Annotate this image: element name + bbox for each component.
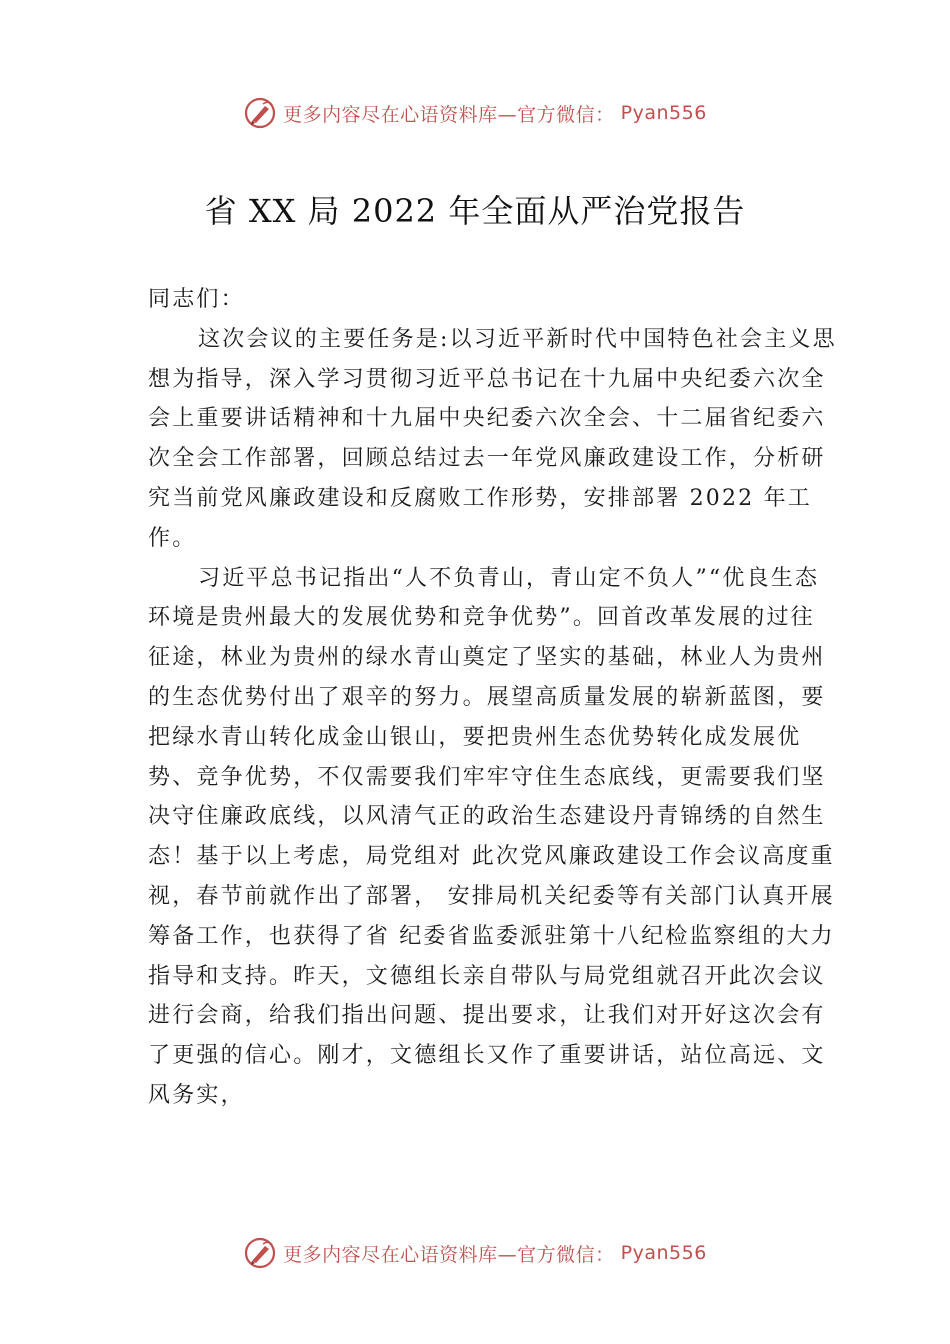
watermark-contact: Pyan556 <box>620 1242 707 1264</box>
paragraph: 这次会议的主要任务是:以习近平新时代中国特色社会主义思想为指导，深入学习贯彻习近平总书记在十九届中央纪委六次全会上重要讲话精神和十九届中央纪委六次全会、十二届省纪委六次全会工作部署，回顾总结过去一年党风廉政建设工作，分析研究当前党风廉政建设和反腐败工作形势，安排部署 2022 年工作。 <box>148 326 837 551</box>
pen-seal-icon <box>243 96 277 130</box>
document-title: 省 XX 局 2022 年全面从严治党报告 <box>204 192 746 230</box>
document-body <box>148 280 838 1116</box>
header-watermark <box>0 96 950 130</box>
paragraph: 习近平总书记指出“人不负青山，青山定不负人”“优良生态环境是贵州最大的发展优势和竞争优势”。回首改革发展的过往征途，林业为贵州的绿水青山奠定了坚实的基础，林业人为贵州的生态优势付出了艰辛的努力。展望高质量发展的崭新蓝图，要把绿水青山转化成金山银山，要把贵州生态优势转化成发展优势、竞争优势，不仅需要我们牢牢守住生态底线，更需要我们坚决守住廉政底线，以风清气正的政治生态建设丹青锦绣的自然生态！基于以上考虑，局党组对 此次党风廉政建设工作会议高度重视，春节前就作出了部署， 安排局机关纪委等有关部门认真开展筹备工作，也获得了省 纪委省监委派驻第十八纪检监察组的大力指导和支持。昨天，文德组长亲自带队与局党组就召开此次会议进行会商，给我们指出问题、提出要求，让我们对开好这次会有了更强的信心。刚才，文德组长又作了重要讲话，站位高远、文风务实， <box>148 565 835 1108</box>
watermark-contact: Pyan556 <box>620 102 707 124</box>
salutation: 同志们： <box>148 287 245 312</box>
pen-seal-icon <box>243 1236 277 1270</box>
watermark-text: 更多内容尽在心语资料库—官方微信： <box>283 1243 615 1266</box>
watermark-text: 更多内容尽在心语资料库—官方微信： <box>283 103 615 126</box>
footer-watermark <box>0 1236 950 1270</box>
